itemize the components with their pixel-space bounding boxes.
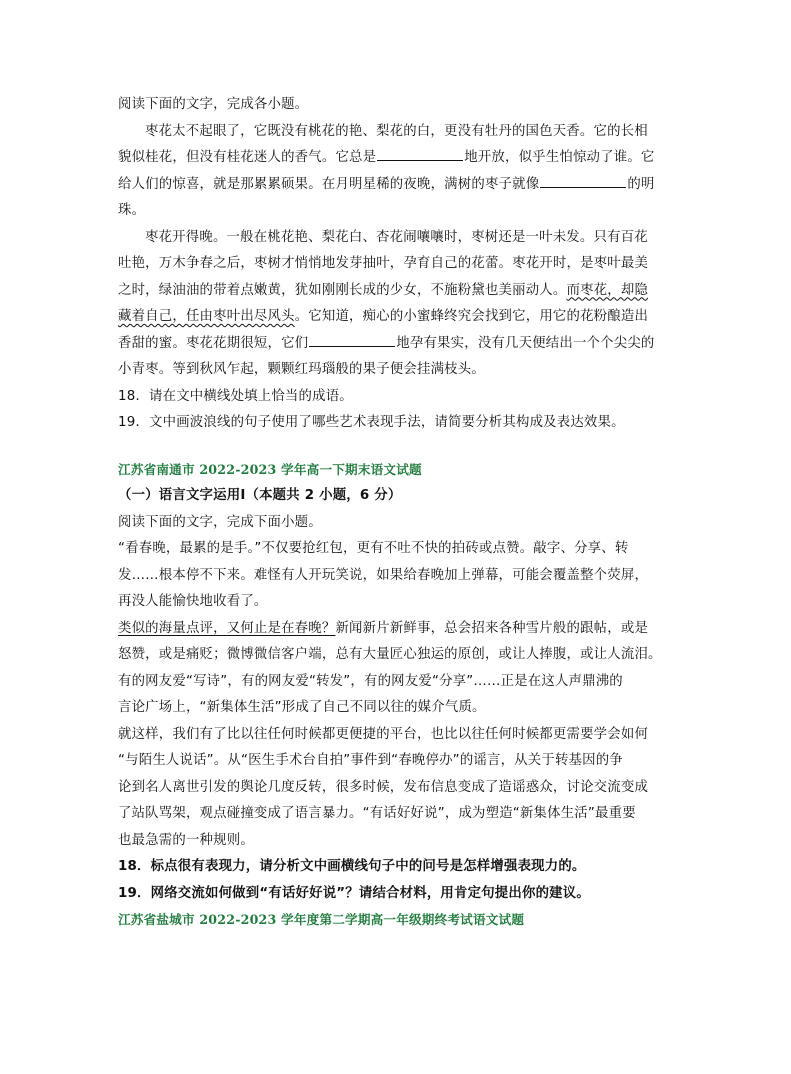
passage4-line: 类似的海量点评，又何止是在春晚？新闻新片新鲜事，总会招来各种雪片般的跟帖，或是 <box>118 620 649 636</box>
document-page <box>118 92 678 934</box>
passage5-line: 也最急需的一种规则。 <box>118 832 254 848</box>
section2-intro: 阅读下面的文字，完成下面小题。 <box>118 514 322 530</box>
passage3-line: 再没人能愉快地收看了。 <box>118 594 268 609</box>
passage2-line: 吐艳，万木争春之后，枣树才悄悄地发芽抽叶，孕育自己的花蕾。枣花开时，是枣叶最美 <box>118 256 649 271</box>
question-18: 18．请在文中横线处填上恰当的成语。 <box>118 388 353 404</box>
question-19b: 19．网络交流如何做到“有话好好说”？请结合材料，用肯定句提出你的建议。 <box>118 885 590 901</box>
passage2-line: 香甜的蜜。枣花花期很短，它们 地孕有果实，没有几天便结出一个个尖尖的 <box>118 331 678 358</box>
passage4-line: 怒赞，或是痛贬；微博微信客户端，总有大量匠心独运的原创，或让人捧腹，或让人流泪。 <box>118 647 662 662</box>
passage1-line: 给人们的惊喜，就是那累累硕果。在月明星稀的夜晚，满树的枣子就像 的明 <box>118 172 678 199</box>
passage2-line: 之时，绿油油的带着点嫩黄，犹如刚刚长成的少女，不施粉黛也美丽动人。而枣花，却隐 <box>118 282 649 298</box>
section1-intro: 阅读下面的文字，完成各小题。 <box>118 97 309 112</box>
source-heading-nantong: 江苏省南通市 2022-2023 学年高一下期末语文试题 <box>118 461 422 477</box>
passage4-line: 有的网友爱“写诗”，有的网友爱“转发”，有的网友爱“分享”……正是在这人声鼎沸的 <box>118 673 623 689</box>
passage4-line: 言论广场上，“新集体生活”形成了自己不同以往的媒介气质。 <box>118 700 486 715</box>
fill-blank-1[interactable] <box>377 146 463 161</box>
underlined-sentence: 类似的海量点评，又何止是在春晚？ <box>118 620 336 636</box>
question-18b: 18．标点很有表现力，请分析文中画横线句子中的问号是怎样增强表现力的。 <box>118 859 586 874</box>
passage5-line: 就这样，我们有了比以往任何时候都更便捷的平台，也比以往任何时候都更需要学会如何 <box>118 726 649 742</box>
wavy-underlined-sentence: 而枣花，却隐 <box>566 282 649 298</box>
passage3-line: 发……根本停不下来。难怪有人开玩笑说，如果给春晚加上弹幕，可能会覆盖整个荧屏， <box>118 567 649 583</box>
fill-blank-2[interactable] <box>540 173 626 188</box>
question-19: 19．文中画波浪线的句子使用了哪些艺术表现手法，请简要分析其构成及表达效果。 <box>118 415 625 430</box>
passage2-line: 小青枣。等到秋风乍起，颗颗红玛瑙般的果子便会挂满枝头。 <box>118 362 485 377</box>
source-heading-yancheng: 江苏省盐城市 2022-2023 学年度第二学期高一年级期终考试语文试题 <box>118 912 525 927</box>
passage5-line: 论到名人离世引发的舆论几度反转，很多时候，发布信息变成了造谣惑众，讨论交流变成 <box>118 779 649 795</box>
passage1-line: 貌似桂花，但没有桂花迷人的香气。它总是 地开放，似乎生怕惊动了谁。它 <box>118 145 678 172</box>
passage5-line: “与陌生人说话”。从“医生手术台自拍”事件到“春晚停办”的谣言，从关于转基因的争 <box>118 753 623 768</box>
passage5-line: 了站队骂架，观点碰撞变成了语言暴力。“有话好好说”，成为塑造“新集体生活”最重要 <box>118 806 636 821</box>
wavy-underlined-sentence: 藏着自己，任由枣叶出尽风头 <box>118 309 295 324</box>
passage1-line: 珠。 <box>118 203 146 218</box>
passage3-line: “看春晚，最累的是手。”不仅要抢红包，更有不吐不快的拍砖或点赞。敲字、分享、转 <box>118 541 629 556</box>
fill-blank-3[interactable] <box>309 332 395 347</box>
section-heading: （一）语言文字运用Ⅰ（本题共 2 小题，6 分） <box>118 488 402 503</box>
passage2-line: 藏着自己，任由枣叶出尽风头。它知道，痴心的小蜜蜂终究会找到它，用它的花粉酿造出 <box>118 309 649 324</box>
passage2-line: 枣花开得晚。一般在桃花艳、梨花白、杏花闹嚷嚷时，枣树还是一叶未发。只有百花 <box>145 229 648 245</box>
passage1-line: 枣花太不起眼了，它既没有桃花的艳、梨花的白，更没有牡丹的国色天香。它的长相 <box>145 123 648 139</box>
